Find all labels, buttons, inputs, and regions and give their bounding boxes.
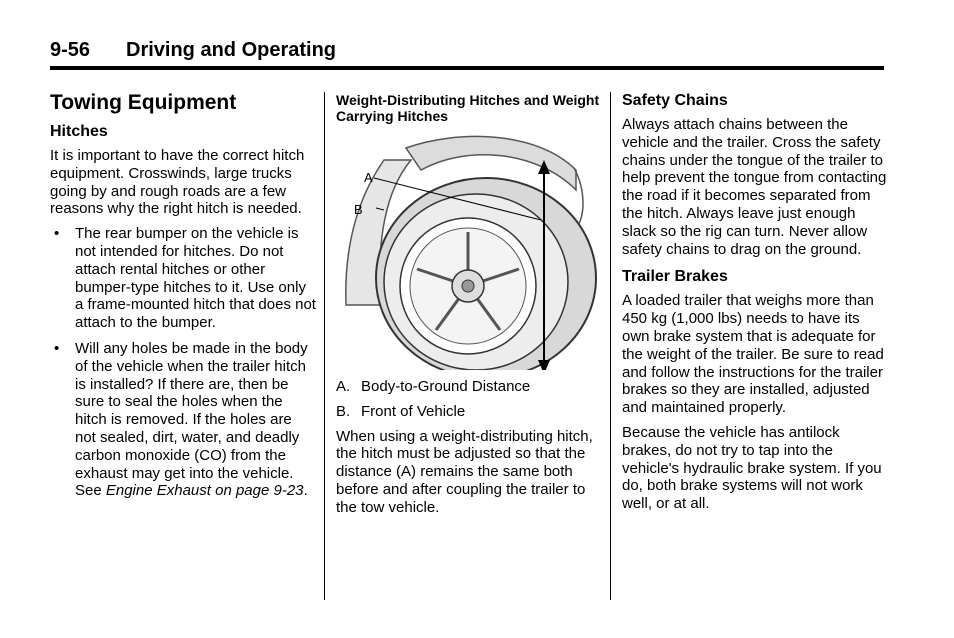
page-header xyxy=(50,38,884,70)
wheel-illustration xyxy=(336,130,600,370)
page-number: 9-56 xyxy=(50,39,91,61)
legend-text: Body-to-Ground Distance xyxy=(361,378,531,395)
subsection-heading: Weight-Distributing Hitches and Weight Carrying Hitches xyxy=(336,92,600,124)
legend-key: A. xyxy=(336,378,351,395)
legend-key: B. xyxy=(336,402,351,420)
list-item xyxy=(50,225,316,332)
subsection-title: Hitches xyxy=(50,123,108,140)
list-item xyxy=(50,340,316,500)
column-middle xyxy=(336,92,600,524)
figure-label-a: A xyxy=(364,170,373,185)
column-divider xyxy=(610,92,611,600)
page-title: Towing Equipment xyxy=(50,91,237,114)
list-item-text: The rear bumper on the vehicle is not intended for hitches. Do not attach rental hitches or other bumper-type hitches to it. Use only a frame-mounted hitch that does not attach to the bumper. xyxy=(75,225,316,332)
legend-text: Front of Vehicle xyxy=(361,402,466,420)
section-title: Driving and Operating xyxy=(126,39,337,61)
figure-label-b: B xyxy=(354,202,363,217)
legend-item xyxy=(336,403,600,421)
bullet-icon: • xyxy=(54,225,60,243)
body-paragraph: Always attach chains between the vehicle and the trailer. Cross the safety chains under the tongue of the trailer to help prevent the tongue from contacting the road if it becomes separated from the hitch. Always leave just enough slack so the rig can turn. Never allow safety chains to drag on the ground. xyxy=(622,116,887,258)
column-divider xyxy=(324,92,325,600)
section-heading: Trailer Brakes xyxy=(622,268,728,286)
column-right xyxy=(622,92,888,520)
cross-reference-link[interactable]: Engine Exhaust on page 9-23 xyxy=(105,482,304,500)
body-paragraph: When using a weight-distributing hitch, the hitch must be adjusted so that the distance (A) remains the same both before and after coupling the trailer to the tow vehicle. xyxy=(336,427,593,516)
wheel-diagram xyxy=(336,130,600,370)
body-paragraph: Because the vehicle has antilock brakes, do not try to tap into the vehicle's hydraulic brake system. If you do, both brake systems will not work well, or at all. xyxy=(622,423,882,513)
section-heading: Safety Chains xyxy=(622,92,728,109)
list-item-tail: . xyxy=(303,482,308,500)
hub-center xyxy=(462,280,474,292)
intro-paragraph: It is important to have the correct hitch equipment. Crosswinds, large trucks going by and rough roads are a few reasons why the right hitch is needed. xyxy=(50,147,305,218)
bullet-list xyxy=(50,225,316,500)
bullet-icon: • xyxy=(54,339,60,357)
legend-item xyxy=(336,378,600,396)
body-paragraph: A loaded trailer that weighs more than 450 kg (1,000 lbs) needs to have its own brake system that is adequate for the weight of the trailer. Be sure to read and follow the instructions for the trailer brakes so they are installed, adjusted and maintained properly. xyxy=(622,292,884,417)
list-item-text: Will any holes be made in the body of the vehicle when the trailer hitch is installed? If there are, then be sure to seal the holes when the hitch is removed. If the holes are not sealed, dirt, water, and deadly carbon monoxide (CO) from the exhaust may get into the vehicle. See xyxy=(75,339,308,500)
column-left xyxy=(50,92,316,508)
